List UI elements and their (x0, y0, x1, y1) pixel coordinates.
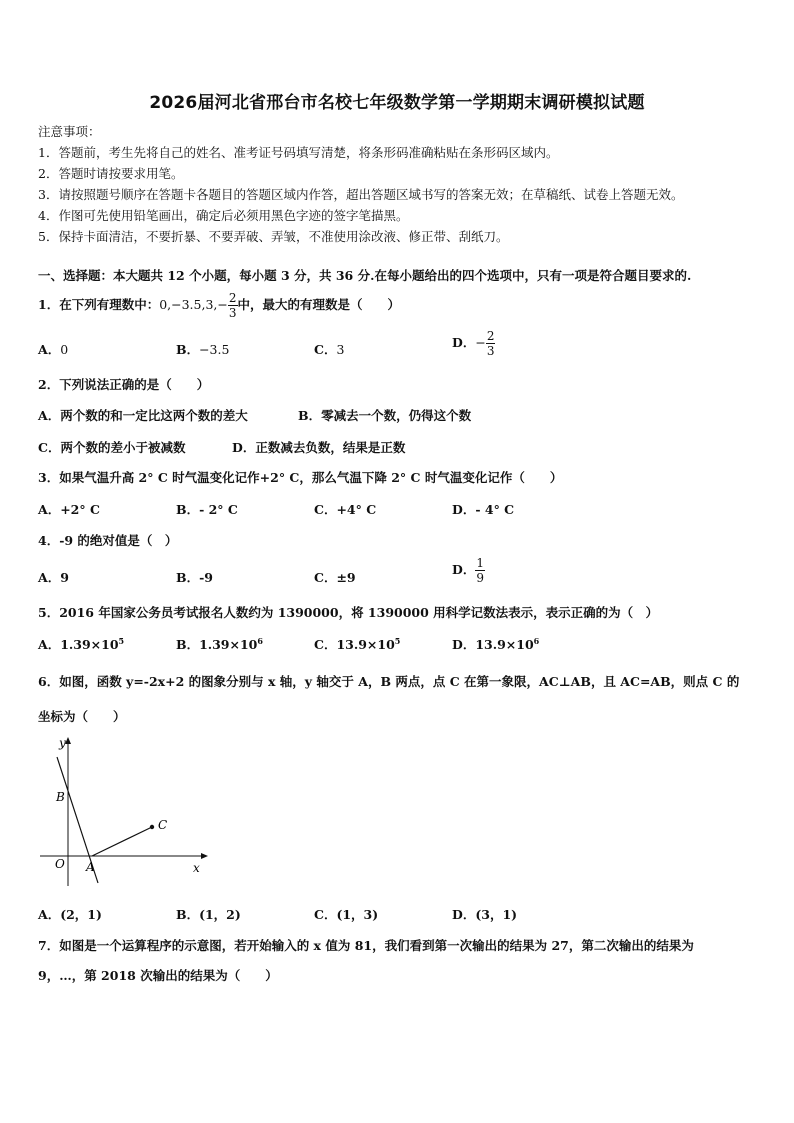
q1-option-a[interactable] (38, 340, 68, 358)
notice-item-2: 2．答题时请按要求用笔。 (38, 166, 184, 181)
graph-label-o: O (55, 857, 65, 871)
q5-option-c[interactable] (314, 635, 400, 653)
q6-stem-cont: 坐标为（ ） (38, 709, 126, 724)
q5-option-a[interactable] (38, 635, 124, 653)
q1-option-d-fraction (486, 330, 496, 357)
q5-option-c-exp: 5 (394, 635, 401, 646)
q1-option-c-label: C． (314, 342, 337, 357)
q7-stem-cont: 9，…，第 2018 次输出的结果为（ ） (38, 968, 278, 983)
q3-option-b[interactable]: B．- 2° C (176, 502, 238, 517)
q5-option-b-exp: 6 (257, 635, 263, 646)
q1-option-b-label: B． (176, 342, 200, 357)
q5-option-d-exp: 6 (533, 635, 540, 646)
q6-option-c[interactable]: C．(1，3) (314, 907, 379, 922)
q1-option-c-value: 3 (336, 342, 345, 357)
q1-option-d-value: − (475, 335, 486, 350)
graph-label-b: B (56, 790, 65, 804)
q1-option-d-label: D． (452, 335, 476, 350)
q2-option-b[interactable]: B．零减去一个数，仍得这个数 (298, 408, 472, 423)
q2-option-d[interactable]: D．正数减去负数，结果是正数 (232, 440, 406, 455)
q2-option-c[interactable]: C．两个数的差小于被减数 (38, 440, 186, 455)
q1-option-a-value: 0 (60, 342, 69, 357)
x-axis-arrow-icon (201, 853, 208, 859)
q2-option-a[interactable]: A．两个数的和一定比这两个数的差大 (38, 408, 248, 423)
q1-fraction (228, 292, 238, 319)
q4-option-d-label: D． (452, 562, 476, 577)
q3-option-c[interactable]: C．+4° C (314, 502, 377, 517)
notice-item-4: 4．作图可先使用铅笔画出，确定后必须用黑色字迹的签字笔描黑。 (38, 208, 409, 223)
q4-option-d-num: 1 (476, 556, 484, 570)
q1-option-d-den: 3 (486, 344, 495, 358)
q1-option-d[interactable] (452, 330, 495, 357)
q6-option-b[interactable]: B．(1，2) (176, 907, 241, 922)
q4-option-d[interactable] (452, 557, 485, 584)
q6-option-a[interactable]: A．(2，1) (38, 907, 102, 922)
q2-stem: 2．下列说法正确的是（ ） (38, 377, 210, 392)
q4-option-c[interactable]: C．±9 (314, 570, 356, 585)
q1-stem-prefix: 1．在下列有理数中： (38, 297, 160, 312)
q1-numbers: 0,−3.5,3,− (159, 297, 228, 312)
q5-option-c-base: C．13.9×10 (314, 637, 395, 652)
notice-heading: 注意事项： (38, 124, 101, 139)
q7-stem: 7．如图是一个运算程序的示意图，若开始输入的 x 值为 81，我们看到第一次输出的结果为 27，第二次输出的结果为 (38, 938, 694, 953)
q5-option-a-exp: 5 (118, 635, 125, 646)
q5-option-d-base: D．13.9×10 (452, 637, 534, 652)
q5-option-b-base: B．1.39×10 (176, 637, 258, 652)
graph-label-c: C (158, 818, 168, 832)
point-c (150, 825, 154, 829)
q3-option-a[interactable]: A．+2° C (38, 502, 100, 517)
notice-item-5: 5．保持卡面清洁，不要折暴、不要弄破、弄皱，不准使用涂改液、修正带、刮纸刀。 (38, 229, 509, 244)
graph-label-a: A (86, 860, 95, 874)
q1-stem-suffix: 中，最大的有理数是（ ） (237, 297, 401, 312)
q4-stem: 4．-9 的绝对值是（ ） (38, 533, 178, 548)
q1-option-a-label: A． (38, 342, 61, 357)
segment-ac (92, 827, 152, 856)
q3-option-d[interactable]: D．- 4° C (452, 502, 515, 517)
graph-label-x: x (193, 861, 200, 875)
q1-stem (38, 292, 400, 319)
q1-fraction-num: 2 (228, 291, 237, 305)
q6-coordinate-graph (38, 735, 213, 887)
q4-option-d-fraction (475, 557, 485, 584)
q1-option-d-num: 2 (486, 329, 495, 343)
q3-stem: 3．如果气温升高 2° C 时气温变化记作+2° C，那么气温下降 2° C 时气温变化记作（ ） (38, 470, 563, 485)
graph-label-y: y (59, 736, 66, 750)
q6-option-d[interactable]: D．(3，1) (452, 907, 518, 922)
q6-graph-svg (38, 735, 213, 887)
q4-option-a[interactable]: A．9 (38, 570, 69, 585)
y-axis-arrow-icon (65, 737, 71, 744)
notice-item-1: 1．答题前，考生先将自己的姓名、准考证号码填写清楚，将条形码准确粘贴在条形码区域内。 (38, 145, 559, 160)
q4-option-b[interactable]: B．-9 (176, 570, 213, 585)
q5-stem: 5．2016 年国家公务员考试报名人数约为 1390000，将 1390000 用科学记数法表示，表示正确的为（ ） (38, 605, 659, 620)
q5-option-b[interactable] (176, 635, 263, 653)
q4-option-d-den: 9 (476, 571, 484, 585)
q1-fraction-den: 3 (228, 306, 237, 320)
q1-option-b[interactable] (176, 340, 229, 358)
exam-title: 2026届河北省邢台市名校七年级数学第一学期期末调研模拟试题 (149, 93, 645, 113)
q1-option-b-value: −3.5 (199, 342, 230, 357)
q1-option-c[interactable] (314, 340, 344, 358)
q5-option-d[interactable] (452, 635, 539, 653)
q5-option-a-base: A．1.39×10 (38, 637, 119, 652)
section-1-heading: 一、选择题：本大题共 12 个小题，每小题 3 分，共 36 分.在每小题给出的四个选项中，只有一项是符合题目要求的. (38, 268, 692, 283)
notice-item-3: 3．请按照题号顺序在答题卡各题目的答题区域内作答，超出答题区域书写的答案无效；在草稿纸、试卷上答题无效。 (38, 187, 684, 202)
q6-stem: 6．如图，函数 y=-2x+2 的图象分别与 x 轴，y 轴交于 A，B 两点，点 C 在第一象限，AC⊥AB，且 AC=AB，则点 C 的 (38, 674, 740, 689)
